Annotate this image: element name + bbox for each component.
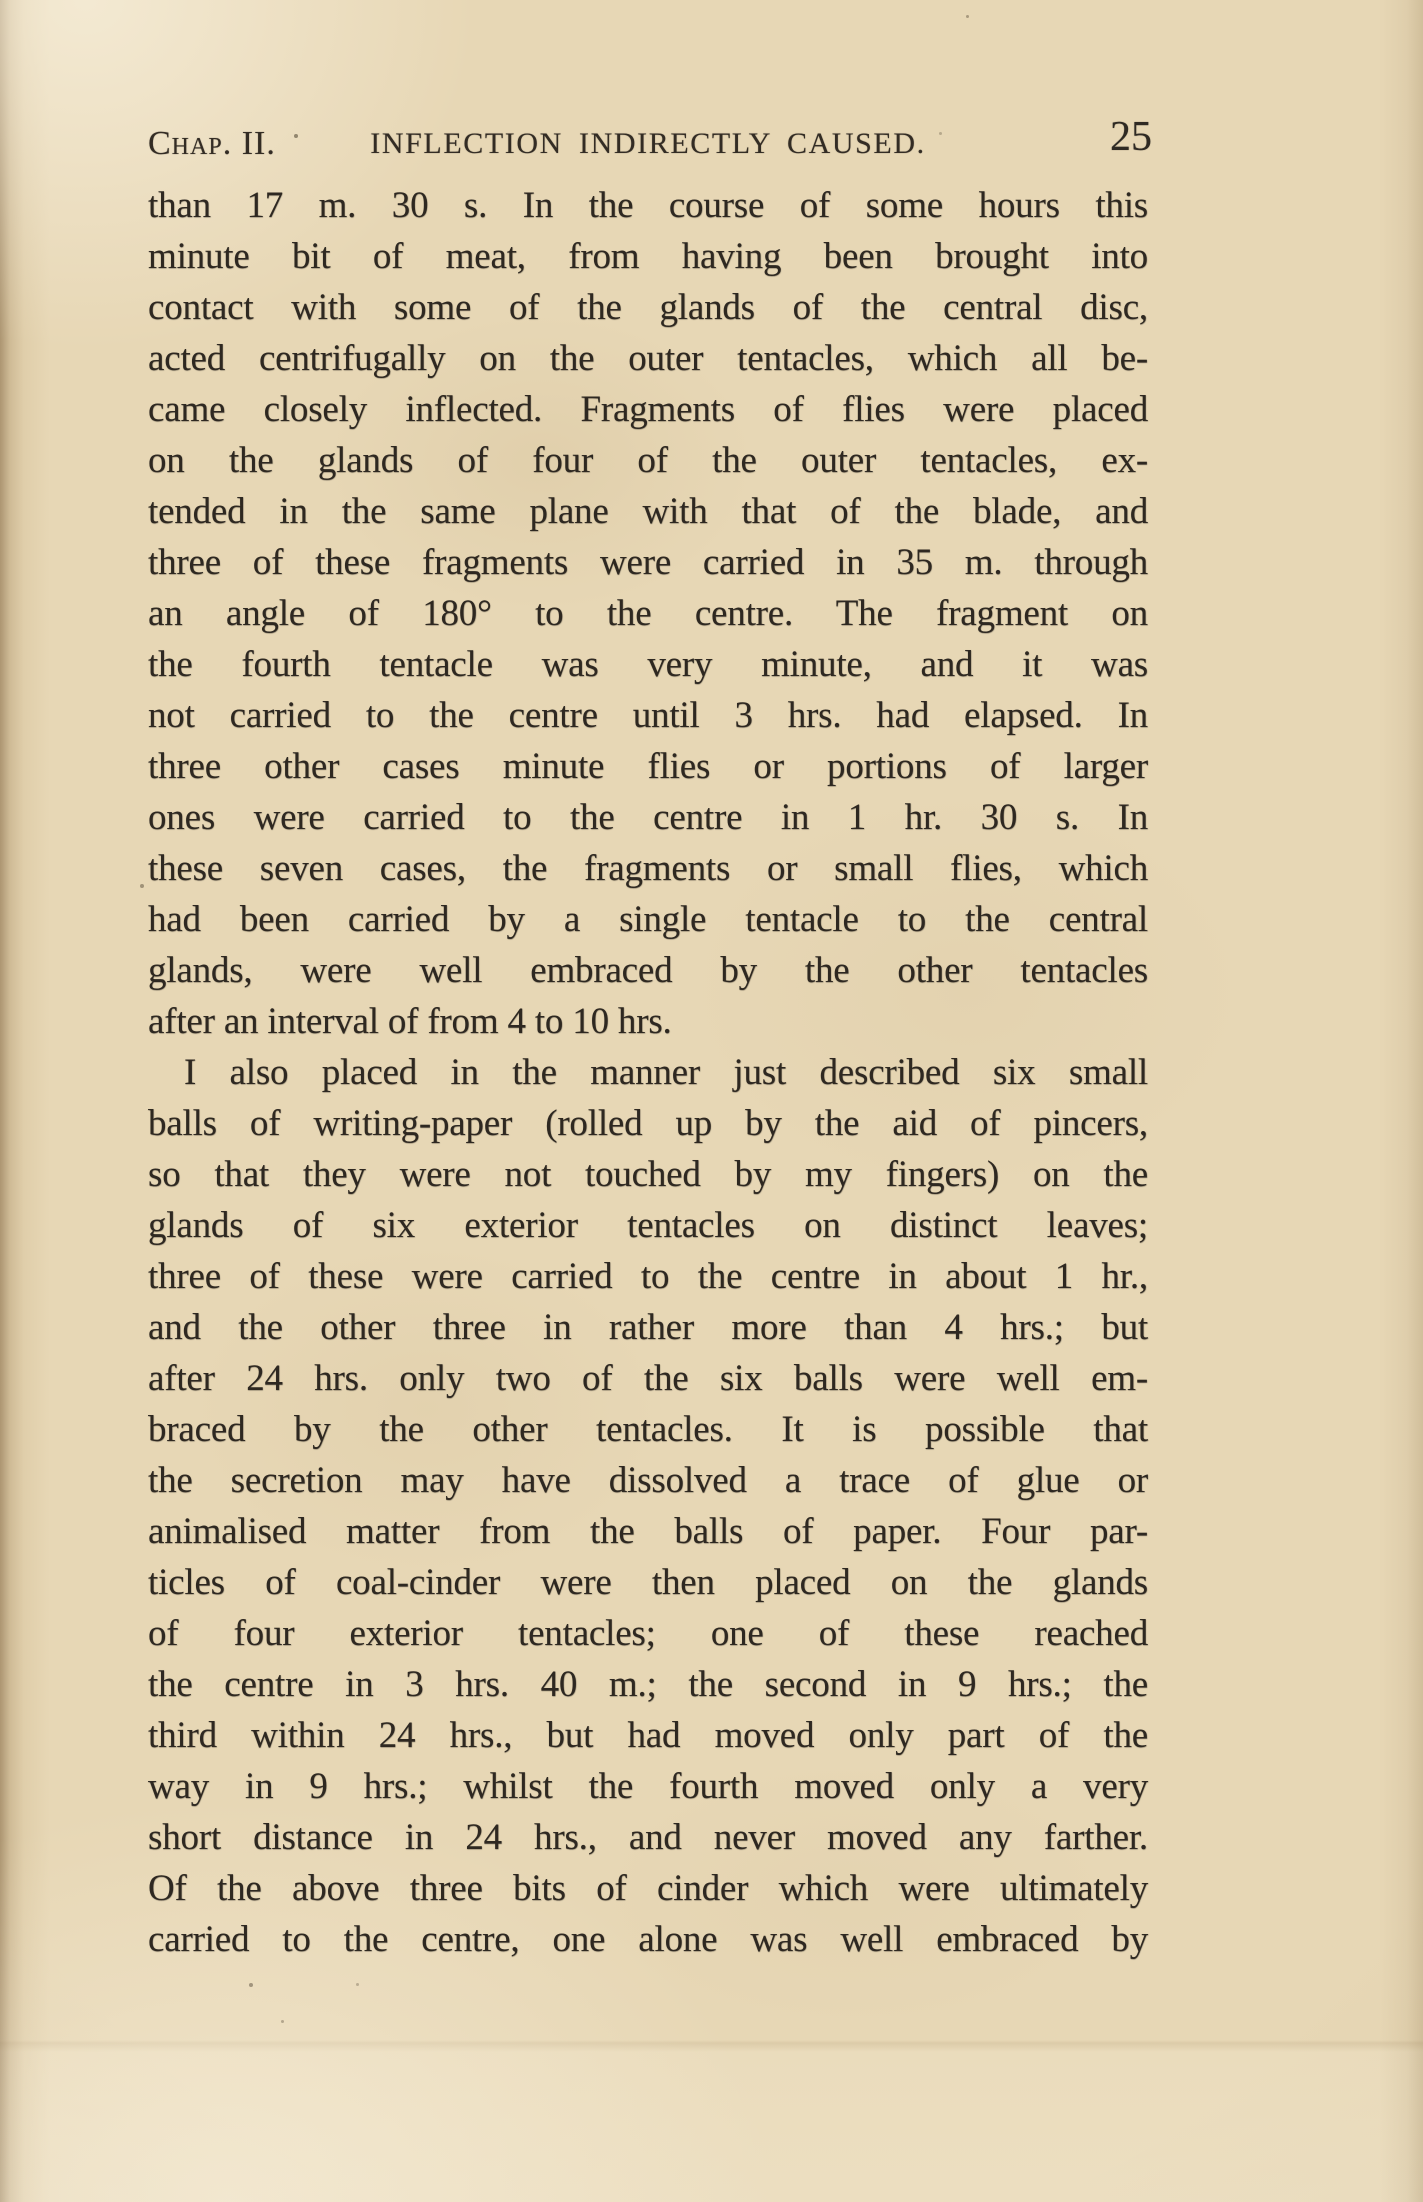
text-line: short distance in 24 hrs., and never moved any farther. bbox=[148, 1817, 1148, 1858]
running-title: INFLECTION INDIRECTLY CAUSED. bbox=[370, 127, 926, 160]
text-line: than 17 m. 30 s. In the course of some hours this bbox=[148, 185, 1148, 226]
text-line: had been carried by a single tentacle to the central bbox=[148, 899, 1148, 940]
ink-speck bbox=[140, 884, 144, 888]
text-line: ones were carried to the centre in 1 hr. 30 s. In bbox=[148, 797, 1148, 838]
text-line: carried to the centre, one alone was well embraced by bbox=[148, 1919, 1148, 1960]
text-line: not carried to the centre until 3 hrs. had elapsed. In bbox=[148, 695, 1148, 736]
page-text bbox=[148, 180, 1148, 1965]
ink-speck bbox=[249, 1983, 253, 1987]
text-line: third within 24 hrs., but had moved only part of the bbox=[148, 1715, 1148, 1756]
text-line: animalised matter from the balls of paper. Four par- bbox=[148, 1511, 1148, 1552]
running-header bbox=[148, 114, 1152, 166]
text-line: glands, were well embraced by the other tentacles bbox=[148, 950, 1148, 991]
text-line: braced by the other tentacles. It is possible that bbox=[148, 1409, 1148, 1450]
text-line: contact with some of the glands of the central disc, bbox=[148, 287, 1148, 328]
text-line: after 24 hrs. only two of the six balls were well em- bbox=[148, 1358, 1148, 1399]
ink-speck bbox=[939, 132, 942, 135]
text-line: the fourth tentacle was very minute, and it was bbox=[148, 644, 1148, 685]
text-line: of four exterior tentacles; one of these reached bbox=[148, 1613, 1148, 1654]
text-line: so that they were not touched by my fingers) on the bbox=[148, 1154, 1148, 1195]
text-line: on the glands of four of the outer tentacles, ex- bbox=[148, 440, 1148, 481]
text-line: I also placed in the manner just described six small bbox=[184, 1052, 1148, 1093]
text-line: Of the above three bits of cinder which were ultimately bbox=[148, 1868, 1148, 1909]
text-line: the centre in 3 hrs. 40 m.; the second in 9 hrs.; the bbox=[148, 1664, 1148, 1705]
ink-speck bbox=[281, 2020, 284, 2023]
text-line: three other cases minute flies or portions of larger bbox=[148, 746, 1148, 787]
text-line: acted centrifugally on the outer tentacles, which all be- bbox=[148, 338, 1148, 379]
ink-speck bbox=[294, 134, 298, 138]
text-line: ticles of coal-cinder were then placed on the glands bbox=[148, 1562, 1148, 1603]
ink-speck bbox=[966, 15, 969, 18]
chapter-label: Chap. II. bbox=[148, 125, 276, 162]
text-line: after an interval of from 4 to 10 hrs. bbox=[148, 1001, 672, 1042]
text-line: came closely inflected. Fragments of flies were placed bbox=[148, 389, 1148, 430]
text-line: the secretion may have dissolved a trace of glue or bbox=[148, 1460, 1148, 1501]
text-line: glands of six exterior tentacles on distinct leaves; bbox=[148, 1205, 1148, 1246]
text-line: way in 9 hrs.; whilst the fourth moved only a very bbox=[148, 1766, 1148, 1807]
text-line: three of these fragments were carried in 35 m. through bbox=[148, 542, 1148, 583]
text-line: an angle of 180° to the centre. The fragment on bbox=[148, 593, 1148, 634]
text-line: three of these were carried to the centre in about 1 hr., bbox=[148, 1256, 1148, 1297]
text-line: tended in the same plane with that of the blade, and bbox=[148, 491, 1148, 532]
text-line: balls of writing-paper (rolled up by the aid of pincers, bbox=[148, 1103, 1148, 1144]
text-line: these seven cases, the fragments or small flies, which bbox=[148, 848, 1148, 889]
text-line: and the other three in rather more than 4 hrs.; but bbox=[148, 1307, 1148, 1348]
page-number: 25 bbox=[1110, 114, 1152, 160]
ink-speck bbox=[356, 1983, 359, 1986]
text-line: minute bit of meat, from having been brought into bbox=[148, 236, 1148, 277]
